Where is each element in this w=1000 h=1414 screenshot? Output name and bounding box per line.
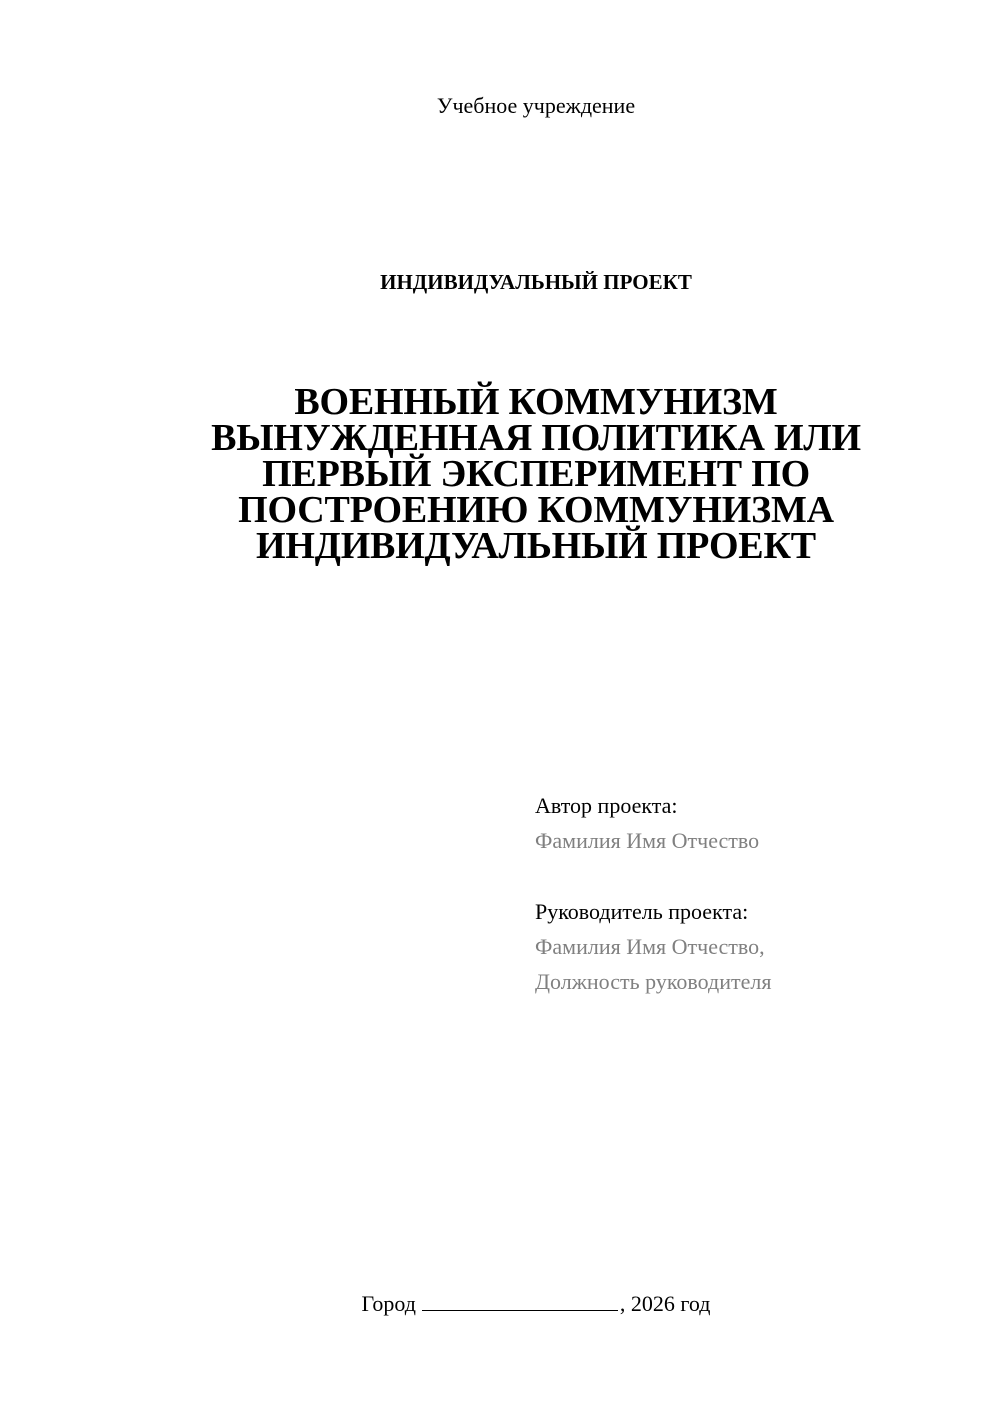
title-line-5: ИНДИВИДУАЛЬНЫЙ ПРОЕКТ bbox=[256, 525, 816, 567]
author-name: Фамилия Имя Отчество bbox=[535, 828, 760, 853]
institution-name: Учебное учреждение bbox=[436, 93, 636, 118]
city-label: Город bbox=[361, 1291, 416, 1316]
title-line-1: ВОЕННЫЙ КОММУНИЗМ bbox=[294, 381, 778, 423]
supervisor-position: Должность руководителя bbox=[535, 969, 772, 994]
year-text: , 2026 год bbox=[619, 1291, 711, 1316]
author-label: Автор проекта: bbox=[535, 793, 678, 818]
title-line-4: ПОСТРОЕНИЮ КОММУНИЗМА bbox=[238, 489, 834, 531]
project-title bbox=[170, 381, 902, 567]
document-type: ИНДИВИДУАЛЬНЫЙ ПРОЕКТ bbox=[380, 270, 692, 294]
supervisor-name: Фамилия Имя Отчество, bbox=[535, 934, 765, 959]
city-year-line bbox=[0, 1289, 1000, 1319]
title-line-2: ВЫНУЖДЕННАЯ ПОЛИТИКА ИЛИ bbox=[211, 417, 861, 459]
spacer bbox=[535, 858, 975, 894]
title-line-3: ПЕРВЫЙ ЭКСПЕРИМЕНТ ПО bbox=[262, 453, 810, 495]
people-block bbox=[535, 788, 975, 999]
supervisor-label: Руководитель проекта: bbox=[535, 899, 749, 924]
city-blank-line bbox=[422, 1290, 618, 1311]
